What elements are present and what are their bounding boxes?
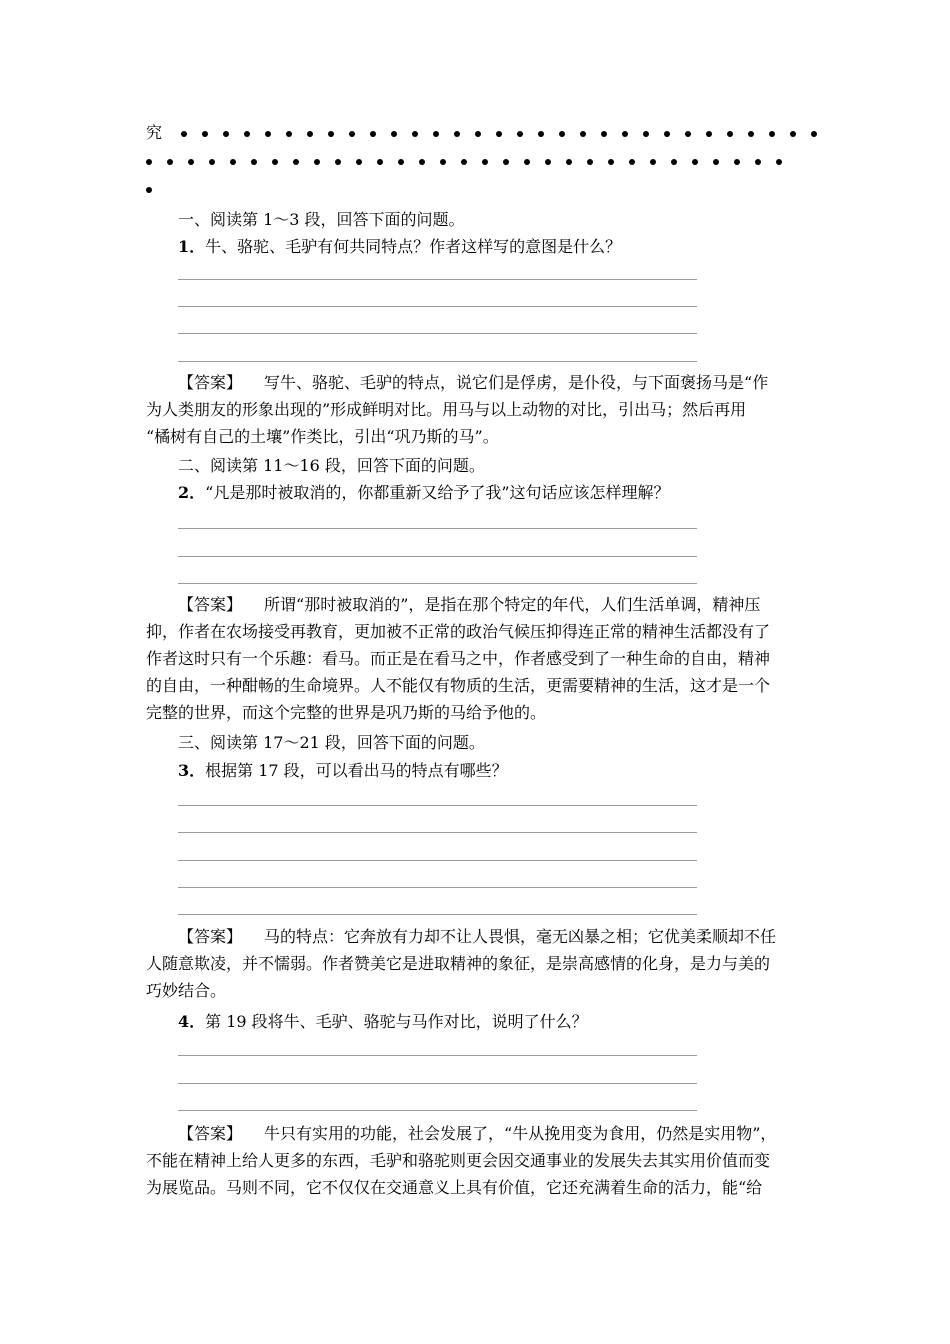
emphasis-dot — [496, 131, 502, 137]
emphasis-dot — [440, 159, 446, 165]
answer-blank-line[interactable] — [178, 914, 697, 915]
emphasis-dot — [181, 131, 187, 137]
emphasis-dot — [664, 131, 670, 137]
emphasis-dot — [566, 159, 572, 165]
answer-line: 【答案】 所谓“那时被取消的”，是指在那个特定的年代，人们生活单调，精神压 — [178, 595, 761, 614]
emphasis-dot — [391, 131, 397, 137]
emphasis-dot — [713, 159, 719, 165]
question-number: 4． — [178, 1012, 206, 1031]
emphasis-dot — [622, 131, 628, 137]
answer-line: 为人类朋友的形象出现的”形成鲜明对比。用马与以上动物的对比，引出马；然后再用 — [146, 400, 747, 419]
emphasis-dot — [587, 159, 593, 165]
emphasis-dot — [643, 131, 649, 137]
question — [178, 1011, 588, 1033]
answer-line: 作者这时只有一个乐趣：看马。而正是在看马之中，作者感受到了一种生命的自由，精神 — [146, 649, 771, 668]
answer-line: 的自由，一种酣畅的生命境界。人不能仅有物质的生活，更需要精神的生活，这才是一个 — [146, 676, 771, 695]
emphasis-dots — [181, 123, 832, 142]
emphasis-dot — [433, 131, 439, 137]
answer-blank-line[interactable] — [178, 1083, 697, 1084]
emphasis-dot — [685, 131, 691, 137]
answer-line: 【答案】 写牛、骆驼、毛驴的特点，说它们是俘虏，是仆役，与下面褒扬马是“作 — [178, 373, 769, 392]
answer-blank-line[interactable] — [178, 361, 697, 362]
section-heading: 一、阅读第 1～3 段，回答下面的问题。 — [178, 210, 465, 229]
emphasis-dot — [307, 131, 313, 137]
question-number: 2． — [178, 483, 206, 502]
emphasis-dot — [461, 159, 467, 165]
emphasis-dot — [412, 131, 418, 137]
question-text: “凡是那时被取消的，你都重新又给予了我”这句话应该怎样理解？ — [205, 483, 670, 502]
question-number: 1． — [178, 237, 206, 256]
answer-line: 【答案】 马的特点：它奔放有力却不让人畏惧，毫无凶暴之相；它优美柔顺却不任 — [178, 927, 777, 946]
answer-blank-line[interactable] — [178, 279, 697, 280]
section-heading: 二、阅读第 11～16 段，回答下面的问题。 — [178, 456, 485, 475]
emphasis-dot — [545, 159, 551, 165]
emphasis-dots-row-2 — [146, 150, 797, 172]
emphasis-dot — [398, 159, 404, 165]
emphasis-dot — [706, 131, 712, 137]
emphasis-dot — [475, 131, 481, 137]
answer-blank-line[interactable] — [178, 1055, 697, 1056]
answer-blank-line[interactable] — [178, 1110, 697, 1111]
emphasis-dot — [790, 131, 796, 137]
answer-line: 巧妙结合。 — [146, 981, 227, 1000]
answer-line: 【答案】 牛只有实用的功能，社会发展了，“牛从挽用变为食用，仍然是实用物”， — [178, 1124, 777, 1143]
emphasis-dot — [167, 159, 173, 165]
answer-line: “橘树有自己的土壤”作类比，引出“巩乃斯的马”。 — [146, 427, 499, 446]
answer-tag: 【答案】 — [178, 373, 243, 392]
emphasis-dots — [146, 151, 797, 170]
answer-line: 不能在精神上给人更多的东西，毛驴和骆驼则更会因交通事业的发展失去其实用价值而变 — [146, 1151, 771, 1170]
emphasis-dots — [146, 179, 167, 198]
emphasis-dot — [454, 131, 460, 137]
emphasis-dot — [727, 131, 733, 137]
emphasis-dot — [146, 187, 152, 193]
answer-line: 完整的世界，而这个完整的世界是巩乃斯的马给予他的。 — [146, 703, 547, 722]
emphasis-dot — [377, 159, 383, 165]
emphasis-dot — [608, 159, 614, 165]
question-text: 第 19 段将牛、毛驴、骆驼与马作对比，说明了什么？ — [205, 1012, 588, 1031]
answer-blank-line[interactable] — [178, 306, 697, 307]
question-text: 牛、骆驼、毛驴有何共同特点？作者这样写的意图是什么？ — [205, 237, 622, 256]
emphasis-dot — [314, 159, 320, 165]
question — [178, 482, 670, 504]
emphasis-dot — [482, 159, 488, 165]
emphasis-dot — [370, 131, 376, 137]
emphasis-dot — [328, 131, 334, 137]
emphasis-dot — [349, 131, 355, 137]
answer-blank-line[interactable] — [178, 832, 697, 833]
emphasis-dot — [265, 131, 271, 137]
emphasis-dot — [146, 159, 152, 165]
question-number: 3． — [178, 761, 206, 780]
question-text: 根据第 17 段，可以看出马的特点有哪些？ — [205, 761, 508, 780]
emphasis-dot — [272, 159, 278, 165]
emphasis-dot — [517, 131, 523, 137]
emphasis-dot — [776, 159, 782, 165]
emphasis-dot — [286, 131, 292, 137]
answer-blank-line[interactable] — [178, 556, 697, 557]
answer-tag: 【答案】 — [178, 595, 243, 614]
emphasis-dots-row-1 — [146, 122, 832, 144]
question — [178, 760, 508, 782]
question — [178, 236, 621, 258]
answer-blank-line[interactable] — [178, 805, 697, 806]
answer-blank-line[interactable] — [178, 528, 697, 529]
emphasis-dot — [692, 159, 698, 165]
emphasis-dot — [209, 159, 215, 165]
emphasis-dot — [734, 159, 740, 165]
emphasis-dot — [335, 159, 341, 165]
answer-tag: 【答案】 — [178, 1124, 243, 1143]
answer-line: 抑，作者在农场接受再教育，更加被不正常的政治气候压抑得连正常的精神生活都没有了 — [146, 622, 771, 641]
emphasis-dot — [769, 131, 775, 137]
emphasis-dot — [419, 159, 425, 165]
emphasis-dot — [755, 159, 761, 165]
emphasis-dot — [223, 131, 229, 137]
emphasis-dot — [503, 159, 509, 165]
answer-blank-line[interactable] — [178, 583, 697, 584]
emphasis-dot — [650, 159, 656, 165]
emphasis-dot — [188, 159, 194, 165]
answer-blank-line[interactable] — [178, 887, 697, 888]
emphasis-dot — [559, 131, 565, 137]
emphasis-dot — [251, 159, 257, 165]
emphasis-dots-row-3 — [146, 178, 167, 200]
answer-blank-line[interactable] — [178, 860, 697, 861]
emphasis-dot — [811, 131, 817, 137]
lead-char: 究 — [146, 123, 163, 142]
emphasis-dot — [244, 131, 250, 137]
answer-blank-line[interactable] — [178, 333, 697, 334]
emphasis-dot — [580, 131, 586, 137]
emphasis-dot — [230, 159, 236, 165]
answer-line: 人随意欺凌，并不懦弱。作者赞美它是进取精神的象征，是崇高感情的化身，是力与美的 — [146, 954, 771, 973]
emphasis-dot — [524, 159, 530, 165]
emphasis-dot — [202, 131, 208, 137]
emphasis-dot — [671, 159, 677, 165]
answer-tag: 【答案】 — [178, 927, 243, 946]
emphasis-dot — [748, 131, 754, 137]
emphasis-dot — [601, 131, 607, 137]
emphasis-dot — [356, 159, 362, 165]
answer-line: 为展览品。马则不同，它不仅仅在交通意义上具有价值，它还充满着生命的活力，能“给 — [146, 1178, 763, 1197]
section-heading: 三、阅读第 17～21 段，回答下面的问题。 — [178, 733, 485, 752]
emphasis-dot — [293, 159, 299, 165]
emphasis-dot — [629, 159, 635, 165]
emphasis-dot — [538, 131, 544, 137]
